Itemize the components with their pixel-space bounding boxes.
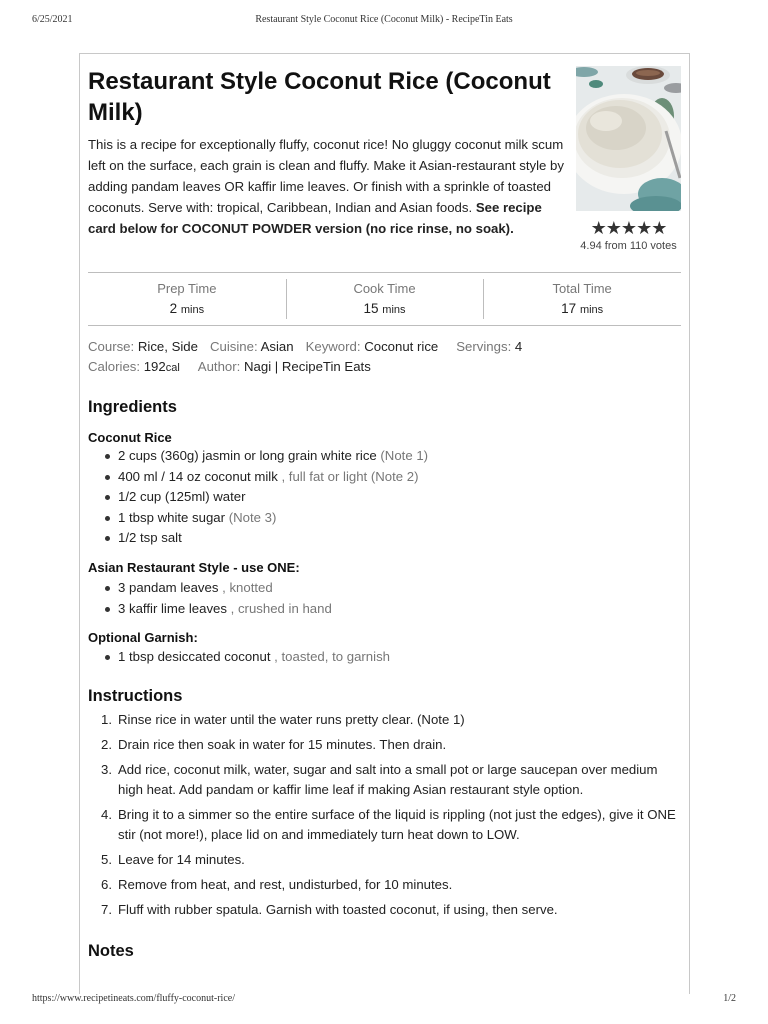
calories-unit: cal	[165, 362, 180, 374]
ingredient-list	[88, 446, 678, 549]
ingredient-item: 1/2 tsp salt	[88, 528, 678, 549]
recipe-summary	[88, 134, 568, 239]
servings-value[interactable]: 4	[514, 339, 523, 354]
summary-text: This is a recipe for exceptionally fluffy, coconut rice! No gluggy coconut milk scum left on the surface, each grain is clean and fluffy. Make it Asian-restaurant style by adding pandam leaves OR kaffir lime leaves. Or finish with a sprinkle of toasted coconuts. Serve with: tropical, Caribbean, Indian and Asian foods.	[88, 137, 564, 215]
course-value[interactable]: Rice, Side	[137, 339, 198, 354]
time-value: 15 mins	[363, 301, 406, 316]
calories-label: Calories:	[88, 359, 141, 374]
ingredient-item: 3 kaffir lime leaves , crushed in hand	[88, 599, 678, 620]
ingredient-group-heading: Coconut Rice	[88, 430, 172, 445]
cuisine-value[interactable]: Asian	[260, 339, 294, 354]
time-label: Total Time	[552, 281, 612, 296]
total-time	[483, 273, 681, 325]
course-label: Course:	[88, 339, 135, 354]
time-label: Cook Time	[353, 281, 416, 296]
print-header	[0, 14, 768, 28]
print-footer	[0, 993, 768, 1007]
instruction-step: 3. Add rice, coconut milk, water, sugar and salt into a small pot or large saucepan over medium high heat. Add pandam or kaffir lime leaf if making Asian restaurant style option.	[101, 762, 658, 797]
coconut-rice-image	[576, 66, 681, 211]
instruction-step: 6. Remove from heat, and rest, undisturbed, for 10 minutes.	[101, 877, 453, 892]
ingredients-heading: Ingredients	[88, 398, 177, 416]
prep-time	[88, 273, 286, 325]
recipe-photo	[576, 66, 681, 211]
time-label: Prep Time	[157, 281, 217, 296]
instruction-step: 1. Rinse rice in water until the water runs pretty clear. (Note 1)	[101, 712, 465, 727]
recipe-title: Restaurant Style Coconut Rice (Coconut Milk)	[88, 68, 551, 126]
recipe-meta-row-2	[88, 358, 688, 377]
instruction-list	[88, 710, 678, 925]
recipe-rating	[570, 218, 687, 252]
ingredient-group-heading: Asian Restaurant Style - use ONE:	[88, 560, 300, 575]
instruction-step: 7. Fluff with rubber spatula. Garnish with toasted coconut, if using, then serve.	[101, 902, 558, 917]
keyword-label: Keyword:	[305, 339, 361, 354]
keyword-value: Coconut rice	[364, 339, 439, 354]
print-page-number: 1/2	[723, 993, 736, 1004]
instruction-step: 2. Drain rice then soak in water for 15 minutes. Then drain.	[101, 737, 447, 752]
author-value: Nagi | RecipeTin Eats	[244, 359, 371, 374]
ingredient-list	[88, 578, 678, 619]
ingredient-group-heading: Optional Garnish:	[88, 630, 198, 645]
star-rating-icon[interactable]: ★★★★★	[590, 218, 667, 238]
instruction-step: 4. Bring it to a simmer so the entire surface of the liquid is rippling (not just the edges), give it ONE stir (not more!), place lid on and immediately turn heat down to LOW.	[101, 807, 676, 842]
ingredient-item: 400 ml / 14 oz coconut milk , full fat or light (Note 2)	[88, 467, 678, 488]
ingredient-item: 2 cups (360g) jasmin or long grain white rice (Note 1)	[88, 446, 678, 467]
ingredient-item: 1/2 cup (125ml) water	[88, 487, 678, 508]
time-value: 17 mins	[561, 301, 604, 316]
ingredient-item: 1 tbsp white sugar (Note 3)	[88, 508, 678, 529]
ingredient-item: 1 tbsp desiccated coconut , toasted, to garnish	[88, 647, 678, 668]
cuisine-label: Cuisine:	[209, 339, 258, 354]
instructions-heading: Instructions	[88, 687, 183, 705]
cook-time	[286, 273, 484, 325]
print-url: https://www.recipetineats.com/fluffy-coconut-rice/	[32, 993, 235, 1004]
rating-votes: 4.94 from 110 votes	[580, 240, 677, 252]
print-date: 6/25/2021	[32, 14, 73, 25]
calories-value: 192	[143, 359, 166, 374]
summary-bold-text: See recipe card below for COCONUT POWDER version (no rice rinse, no soak).	[88, 200, 542, 236]
notes-heading: Notes	[88, 942, 134, 960]
ingredient-item: 3 pandam leaves , knotted	[88, 578, 678, 599]
ingredient-list	[88, 647, 678, 668]
author-label: Author:	[197, 359, 241, 374]
recipe-meta-row-1	[88, 338, 688, 356]
instruction-step: 5. Leave for 14 minutes.	[101, 852, 245, 867]
time-value: 2 mins	[169, 301, 205, 316]
recipe-times	[88, 272, 681, 326]
print-page-title: Restaurant Style Coconut Rice (Coconut Milk) - RecipeTin Eats	[255, 14, 513, 25]
servings-label: Servings:	[456, 339, 512, 354]
